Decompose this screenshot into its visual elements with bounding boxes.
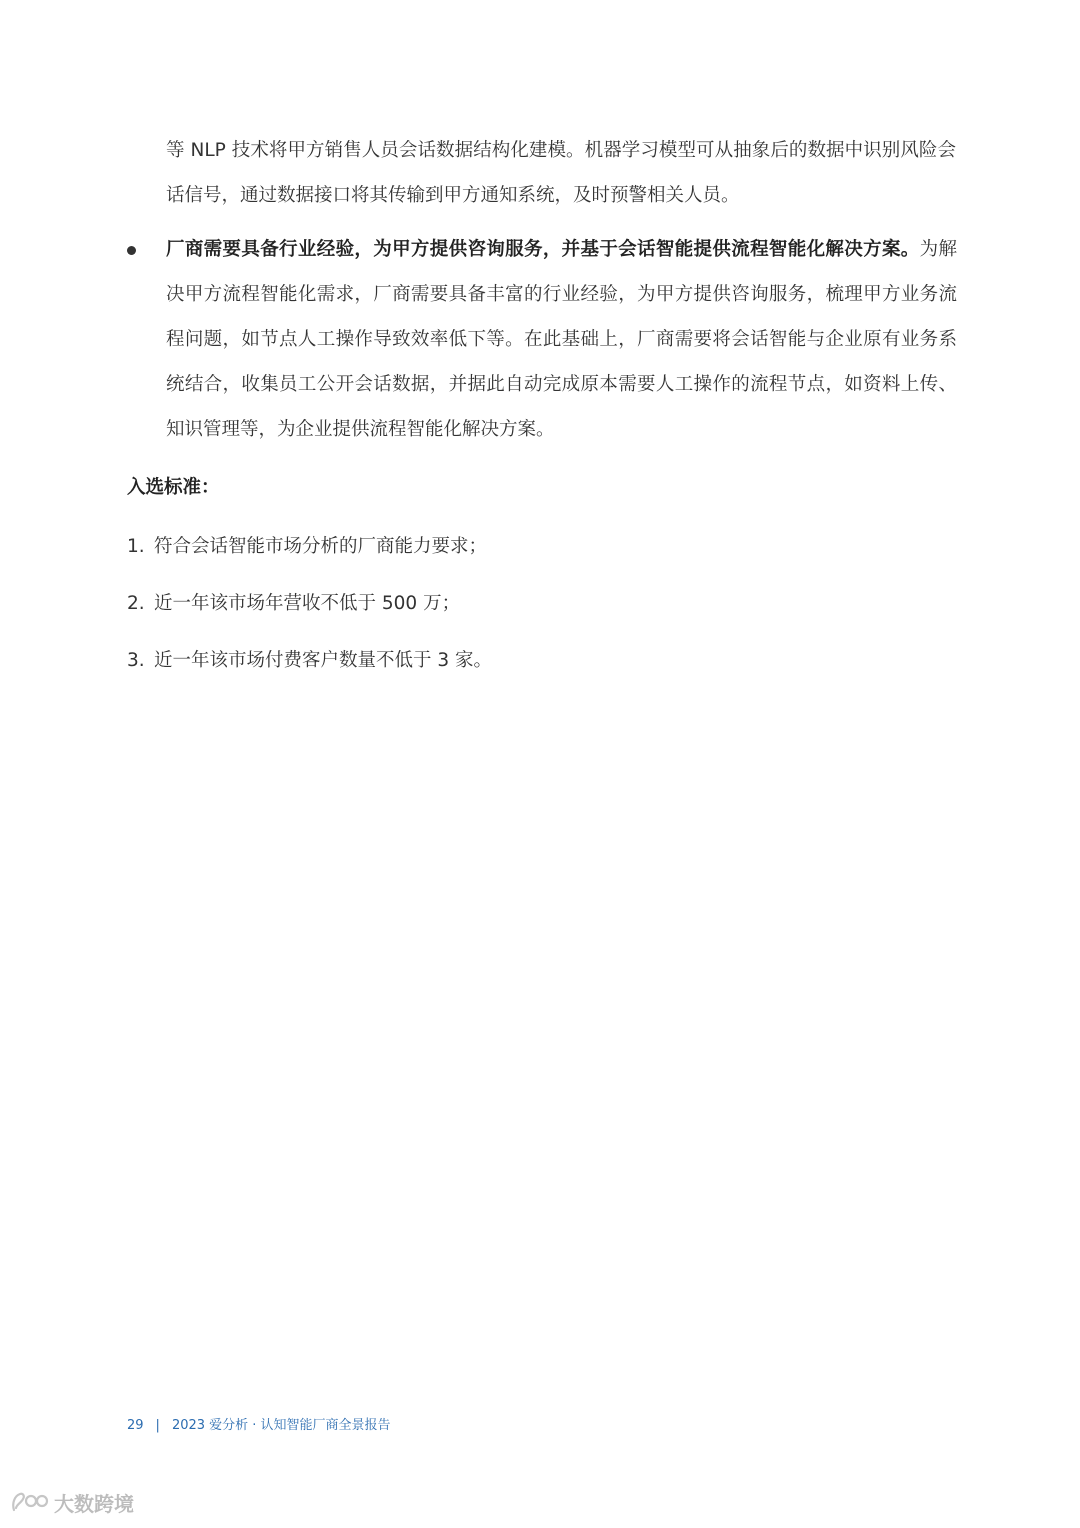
criteria-item-number: 2. bbox=[127, 593, 145, 614]
watermark bbox=[10, 1488, 134, 1517]
criteria-item-text: 符合会话智能市场分析的厂商能力要求； bbox=[154, 536, 488, 557]
bullet-dot-icon bbox=[127, 246, 136, 255]
criteria-item-text: 近一年该市场付费客户数量不低于 3 家。 bbox=[154, 650, 493, 671]
logo-icon bbox=[10, 1490, 50, 1516]
criteria-item-text: 近一年该市场年营收不低于 500 万； bbox=[154, 593, 461, 614]
continuation-paragraph: 等 NLP 技术将甲方销售人员会话数据结构化建模。机器学习模型可从抽象后的数据中识别风险会话信号，通过数据接口将其传输到甲方通知系统，及时预警相关人员。 bbox=[166, 140, 956, 206]
criteria-item bbox=[127, 584, 492, 641]
report-title: 2023 爱分析 · 认知智能厂商全景报告 bbox=[171, 1418, 391, 1433]
criteria-heading: 入选标准： bbox=[127, 477, 220, 498]
criteria-item bbox=[127, 527, 492, 584]
criteria-item-number: 1. bbox=[127, 536, 145, 557]
footer-separator: | bbox=[155, 1418, 160, 1433]
criteria-item bbox=[127, 641, 492, 698]
watermark-text: 大数跨境 bbox=[54, 1492, 134, 1516]
page-number: 29 bbox=[127, 1418, 144, 1433]
bullet-lead-text: 厂商需要具备行业经验，为甲方提供咨询服务，并基于会话智能提供流程智能化解决方案。 bbox=[166, 239, 920, 260]
page-footer bbox=[127, 1414, 391, 1433]
bullet-body-text: 为解决甲方流程智能化需求，厂商需要具备丰富的行业经验，为甲方提供咨询服务，梳理甲方业务流程问题，如节点人工操作导致效率低下等。在此基础上，厂商需要将会话智能与企业原有业务系统结合，收集员工公开会话数据，并据此自动完成原本需要人工操作的流程节点，如资料上传、知识管理等，为企业提供流程智能化解决方案。 bbox=[166, 239, 957, 440]
criteria-item-number: 3. bbox=[127, 650, 145, 671]
bullet-item bbox=[127, 227, 957, 452]
bullet-paragraph bbox=[166, 227, 957, 452]
criteria-list bbox=[127, 527, 492, 698]
